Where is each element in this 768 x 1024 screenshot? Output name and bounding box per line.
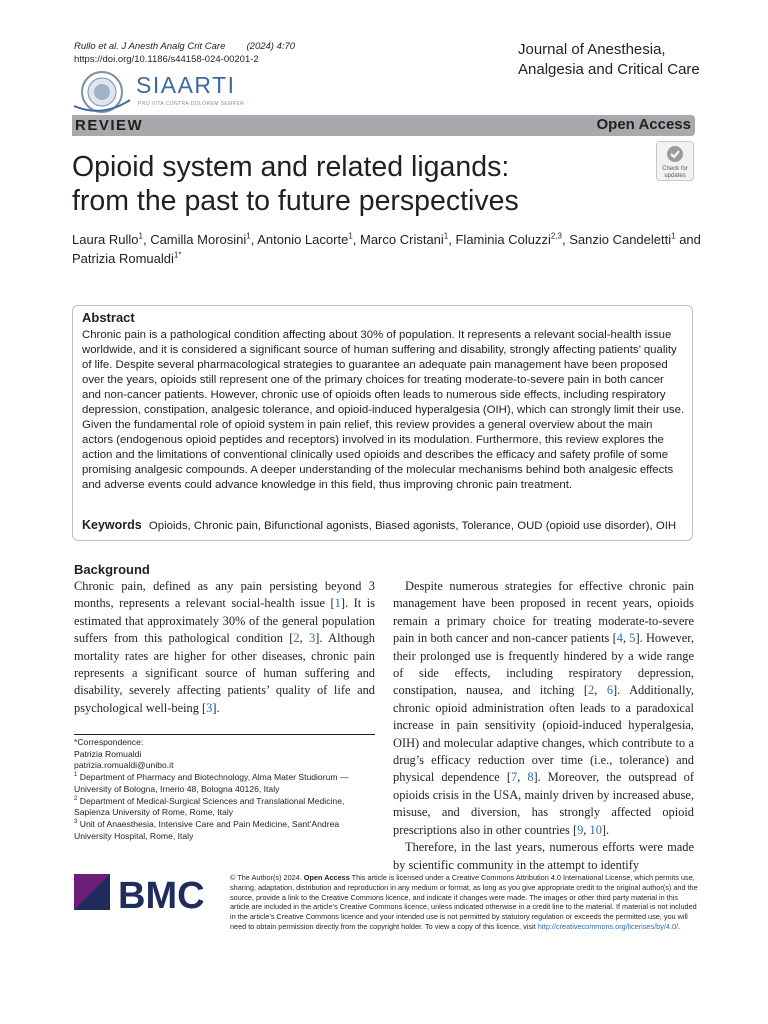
citation-link[interactable]: 8 xyxy=(527,770,534,785)
author-affiliation: 1 xyxy=(443,231,449,241)
journal-name xyxy=(518,40,700,80)
abstract-text: Chronic pain is a pathological condition affecting about 30% of population. It represents a relevant social-health issue worldwide, and it is considered a significant source of human suffering and disability, strongly affecting patients’ quality of life. Despite several pharmacological strategies to guarantee an adequate pain management have been proposed over the years, opioids still represent one of the primary choices for treating moderate-to-severe pain in both cancer and non-cancer patients. However, chronic use of opioids often leads to numerous side effects, including respiratory depression, constipation, analgesic tolerance, and opioid-induced hyperalgesia (OIH), which can strongly limit their use. Given the fundamental role of opioid system in pain relief, this review provides a general overview about the main actors (endogenous opioid peptides and receptors) involved in its modulation. Furthermore, this review explores the action and the limitations of conventional clinically used opioids and describes the efficacy and safety profile of some promising analgesic compounds. A deeper understanding of the molecular mechanisms behind both analgesic effects and adverse events could advance knowledge in this field, thus improving chronic pain treatment. xyxy=(82,329,685,492)
author-affiliation: 2,3 xyxy=(550,231,562,241)
check-updates-line1: Check for xyxy=(662,166,688,172)
citation-link[interactable]: 3 xyxy=(206,700,213,715)
right-column xyxy=(393,578,694,874)
keywords-label: Keywords xyxy=(82,518,142,532)
article-type-bar xyxy=(72,115,695,136)
siaarti-seal-icon xyxy=(72,70,132,115)
open-access-label: Open Access xyxy=(596,116,691,133)
citation-link[interactable]: 5 xyxy=(629,631,636,646)
citation-link[interactable]: 3 xyxy=(309,631,316,646)
siaarti-motto: PRO VITA CONTRA DOLOREM SEMPER xyxy=(138,101,245,107)
author-name: Patrizia Romualdi xyxy=(72,251,174,266)
siaarti-wordmark: SIAARTI xyxy=(136,72,236,98)
check-updates-line2: updates xyxy=(664,173,686,179)
citation-link[interactable]: 2 xyxy=(293,631,300,646)
license-text: © The Author(s) 2024. Open Access This article is licensed under a Creative Commons Attribution 4.0 International License, which permits use, sharing, adaptation, distribution and reproduction in any medium or format, as long as you give appropriate credit to the original author(s) and the source, provide a link to the Creative Commons licence, and indicate if changes were made. The images or other third party material in this article are included in the article’s Creative Commons licence, unless indicated otherwise in a credit line to the material. If material is not included in the article’s Creative Commons licence and your intended use is not permitted by statutory regulation or exceeds the permitted use, you will need to obtain permission directly from the copyright holder. To view a copy of this licence, visit http://creativecommons.org/licenses/by/4.0/. xyxy=(230,873,698,931)
author-separator: , xyxy=(448,232,456,247)
abstract-box xyxy=(72,305,693,541)
abstract-heading: Abstract xyxy=(82,310,135,325)
bmc-logo xyxy=(74,872,212,912)
background-paragraph-1: Chronic pain, defined as any pain persisting beyond 3 months, represents a relevant social-health issue [1]. It is estimated that approximately 30% of the general population suffers from this pathological condition [2, 3]. Although mortality rates are higher for other diseases, chronic pain represents a significant source of human suffering and disability, severely affecting patients’ quality of life and psychological well-being [3]. xyxy=(74,579,375,715)
license-link[interactable]: http://creativecommons.org/licenses/by/4.0/ xyxy=(537,921,679,931)
keywords-line xyxy=(82,518,686,534)
author-name: Marco Cristani xyxy=(360,232,444,247)
citation-link[interactable]: 6 xyxy=(606,683,614,698)
footnote-divider xyxy=(74,734,375,735)
author-separator: , xyxy=(561,232,570,247)
affiliation-1: $^1$ Department of Pharmacy and Biotechnology, Alma Mater Studiorum — University of Bologna, Irnerio 48, Bologna 40126, Italy xyxy=(74,772,349,794)
article-type-label: REVIEW xyxy=(75,117,144,134)
keywords-text: Opioids, Chronic pain, Bifunctional agonists, Biased agonists, Tolerance, OUD (opioid use disorder), OIH xyxy=(148,520,677,532)
author-separator: , xyxy=(142,232,151,247)
bmc-wordmark: BMC xyxy=(118,875,205,912)
background-heading: Background xyxy=(74,562,150,577)
author-list xyxy=(72,230,702,268)
check-for-updates-icon xyxy=(656,141,694,181)
correspondence-label: *Correspondence: xyxy=(74,737,144,747)
author-name: Flaminia Coluzzi xyxy=(455,232,551,247)
affiliation-3: $^3$ Unit of Anaesthesia, Intensive Care and Pain Medicine, Sant’Andrea University Hospital, Rome, Italy xyxy=(74,818,340,841)
citation-link[interactable]: 1 xyxy=(334,596,341,611)
journal-name-line2: Analgesia and Critical Care xyxy=(518,61,700,78)
author-affiliation: 1* xyxy=(173,250,182,260)
doi-link[interactable]: https://doi.org/10.1186/s44158-024-00201-2 xyxy=(74,54,259,65)
correspondent-email[interactable]: patrizia.romualdi@unibo.it xyxy=(74,760,174,771)
background-paragraph-3: Therefore, in the last years, numerous efforts were made by scientific community in the attempt to identify xyxy=(393,840,694,872)
citation-block xyxy=(74,40,295,66)
license-open-access: Open Access xyxy=(303,873,350,882)
citation-link[interactable]: 10 xyxy=(589,822,602,837)
bmc-logo-icon xyxy=(74,872,212,912)
title-line1: Opioid system and related ligands: xyxy=(72,151,510,183)
citation-link[interactable]: 7 xyxy=(510,770,518,785)
check-for-updates-button[interactable] xyxy=(656,141,694,181)
author-separator: and xyxy=(675,232,701,247)
footnotes xyxy=(74,737,375,842)
author-affiliation: 1 xyxy=(246,231,251,241)
author-name: Antonio Lacorte xyxy=(257,232,349,247)
author-affiliation: 1 xyxy=(138,231,143,241)
citation-link[interactable]: 4 xyxy=(616,631,623,646)
article-title xyxy=(72,150,632,218)
author-affiliation: 1 xyxy=(348,231,353,241)
background-paragraph-2: Despite numerous strategies for effective chronic pain management have been proposed in recent years, opioids remain a primary choice for treating moderate-to-severe pain in both cancer and non-cancer patients [4, 5]. However, their prolonged use is frequently hindered by a wide range of side effects, including respiratory depression, constipation, nausea, and itching [2, 6]. Additionally, chronic opioid administration often leads to a paradoxical increase in pain sensitivity (opioid-induced hyperalgesia, OIH) and molecular adaptive changes, which contribute to a drug’s efficacy reduction over time (i.e., tolerance) and physical dependence [7, 8]. Moreover, the outspread of opioids crisis in the USA, mainly driven by increased abuse, misuse, and diversion, has strongly affected opioid prescriptions also in other countries [9, 10]. xyxy=(393,579,695,837)
title-line2: from the past to future perspectives xyxy=(72,185,519,217)
citation-journal: Rullo et al. J Anesth Analg Crit Care xyxy=(74,41,226,52)
citation-link[interactable]: 2 xyxy=(587,683,595,698)
siaarti-logo xyxy=(72,70,272,115)
author-affiliation: 1 xyxy=(671,231,676,241)
author-separator: , xyxy=(352,232,360,247)
author-name: Camilla Morosini xyxy=(150,232,247,247)
author-name: Sanzio Candeletti xyxy=(569,232,672,247)
author-name: Laura Rullo xyxy=(72,232,139,247)
citation-link[interactable]: 9 xyxy=(577,822,584,837)
citation-year: (2024) 4:70 xyxy=(246,41,296,52)
author-separator: , xyxy=(250,232,258,247)
correspondent-name: Patrizia Romualdi xyxy=(74,748,142,759)
affiliation-2: $^2$ Department of Medical-Surgical Sciences and Translational Medicine, Sapienza University of Rome, Rome, Italy xyxy=(74,795,345,818)
journal-name-line1: Journal of Anesthesia, xyxy=(518,41,666,58)
